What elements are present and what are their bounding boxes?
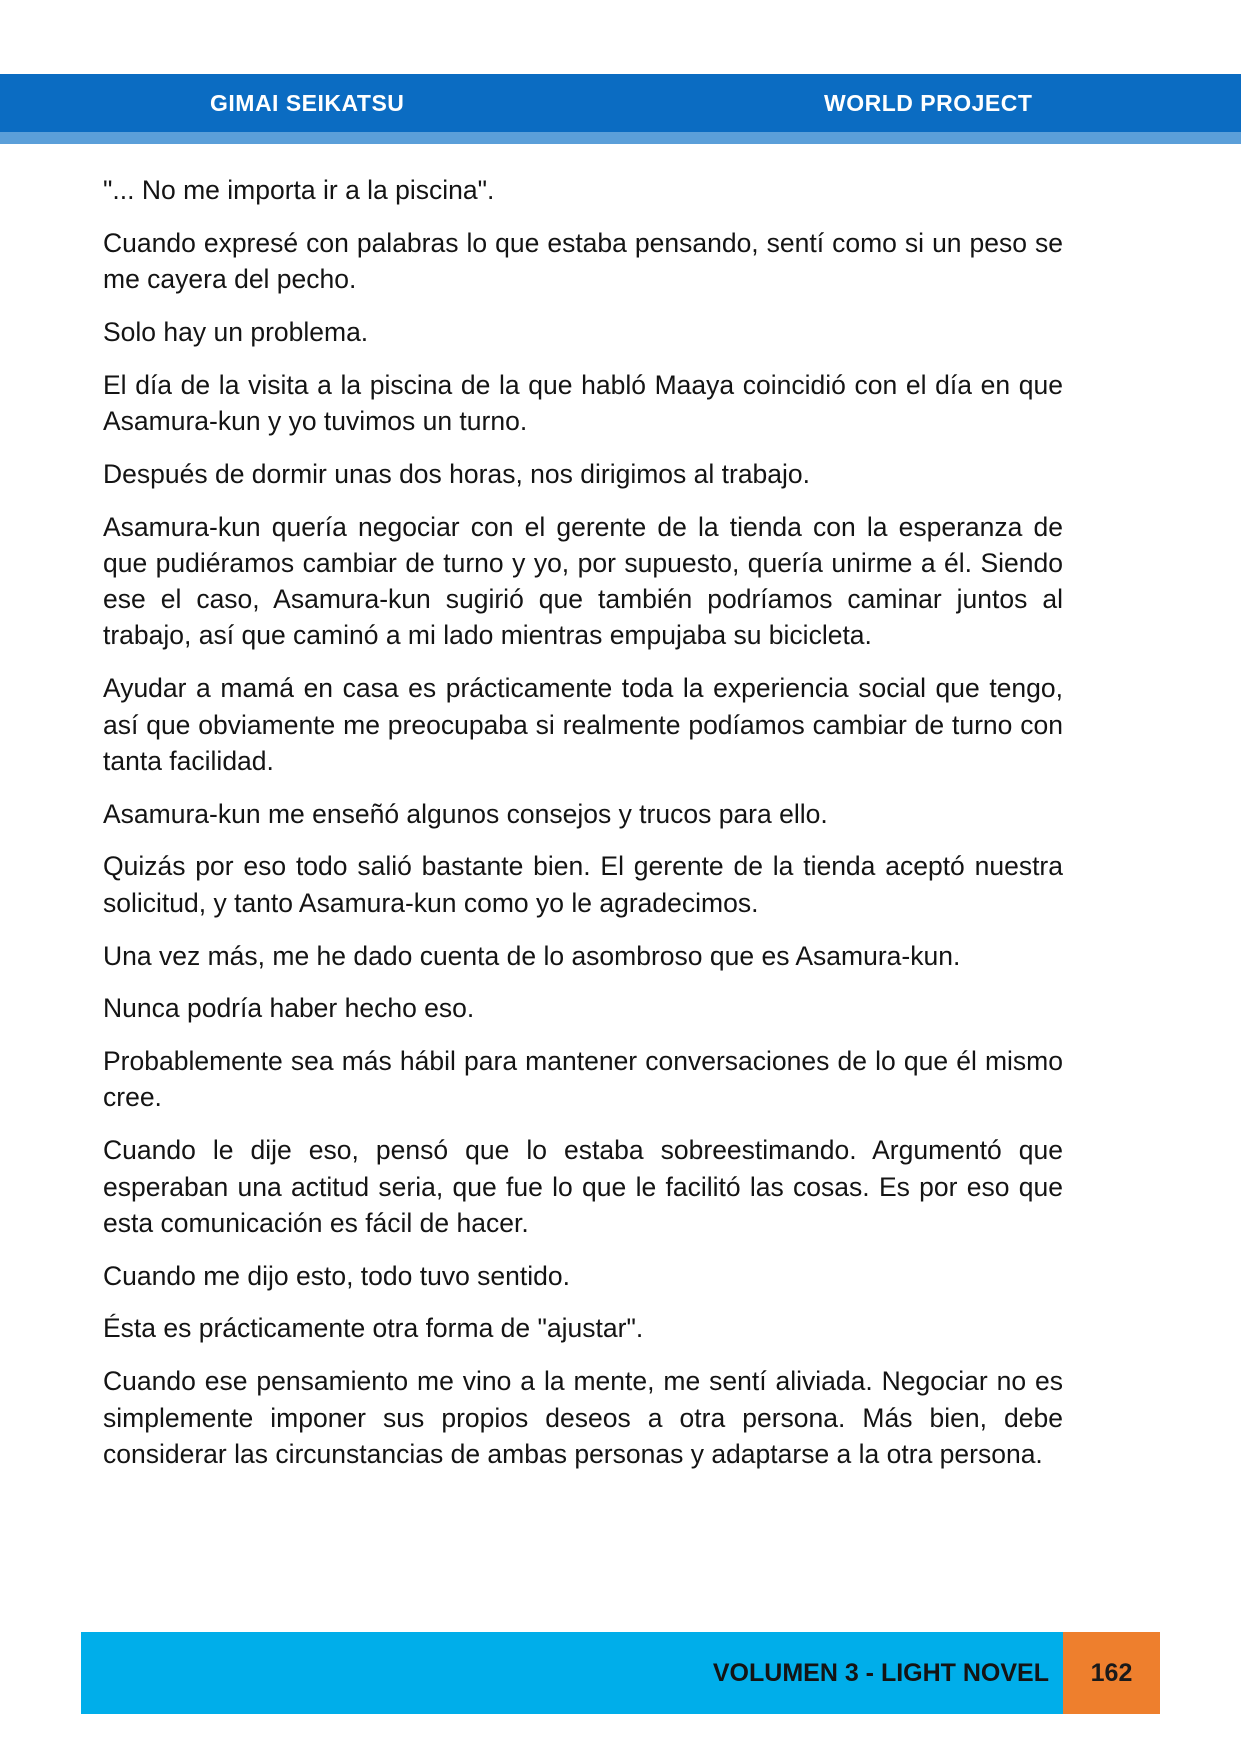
page-body — [103, 172, 1063, 1489]
paragraph-12: Probablemente sea más hábil para mantener conversaciones de lo que él mismo cree. — [103, 1046, 1063, 1113]
paragraph-15: Ésta es prácticamente otra forma de "ajustar". — [103, 1313, 644, 1344]
paragraph-10: Una vez más, me he dado cuenta de lo asombroso que es Asamura-kun. — [103, 940, 961, 971]
paragraph-5: Después de dormir unas dos horas, nos dirigimos al trabajo. — [103, 458, 811, 489]
paragraph-1: "... No me importa ir a la piscina". — [103, 175, 495, 205]
paragraph-4: El día de la visita a la piscina de la que habló Maaya coincidió con el día en que Asamura-kun y yo tuvimos un turno. — [103, 369, 1063, 436]
paragraph-14: Cuando me dijo esto, todo tuvo sentido. — [103, 1260, 570, 1291]
paragraph-16: Cuando ese pensamiento me vino a la mente, me sentí aliviada. Negociar no es simplemente imponer sus propios deseos a otra persona. Más bien, debe considerar las circunstancias de ambas personas y adaptarse a la otra persona. — [103, 1366, 1063, 1469]
header-band — [0, 74, 1241, 132]
footer-volume-title: VOLUMEN 3 - LIGHT NOVEL — [712, 1659, 1049, 1687]
paragraph-7: Ayudar a mamá en casa es prácticamente toda la experiencia social que tengo, así que obviamente me preocupaba si realmente podíamos cambiar de turno con tanta facilidad. — [103, 673, 1063, 776]
header-series-title: GIMAI SEIKATSU — [210, 90, 405, 116]
paragraph-2: Cuando expresé con palabras lo que estaba pensando, sentí como si un peso se me cayera del pecho. — [103, 227, 1063, 295]
paragraph-6: Asamura-kun quería negociar con el gerente de la tienda con la esperanza de que pudiéramos cambiar de turno y yo, por supuesto, quería unirme a él. Siendo ese el caso, Asamura-kun sugirió que también podríamos caminar juntos al trabajo, así que caminó a mi lado mientras empujaba su bicicleta. — [103, 511, 1063, 651]
header-project-name: WORLD PROJECT — [824, 90, 1033, 116]
header-stripe — [0, 132, 1241, 144]
page-number: 162 — [1063, 1632, 1160, 1714]
paragraph-13: Cuando le dije eso, pensó que lo estaba sobreestimando. Argumentó que esperaban una actitud seria, que fue lo que le facilitó las cosas. Es por eso que esta comunicación es fácil de hacer. — [103, 1135, 1063, 1238]
paragraph-11: Nunca podría haber hecho eso. — [103, 993, 475, 1024]
paragraph-8: Asamura-kun me enseñó algunos consejos y trucos para ello. — [103, 798, 828, 829]
paragraph-3: Solo hay un problema. — [103, 316, 369, 347]
paragraph-9: Quizás por eso todo salió bastante bien. El gerente de la tienda aceptó nuestra solicitud, y tanto Asamura-kun como yo le agradecimos. — [103, 851, 1063, 918]
